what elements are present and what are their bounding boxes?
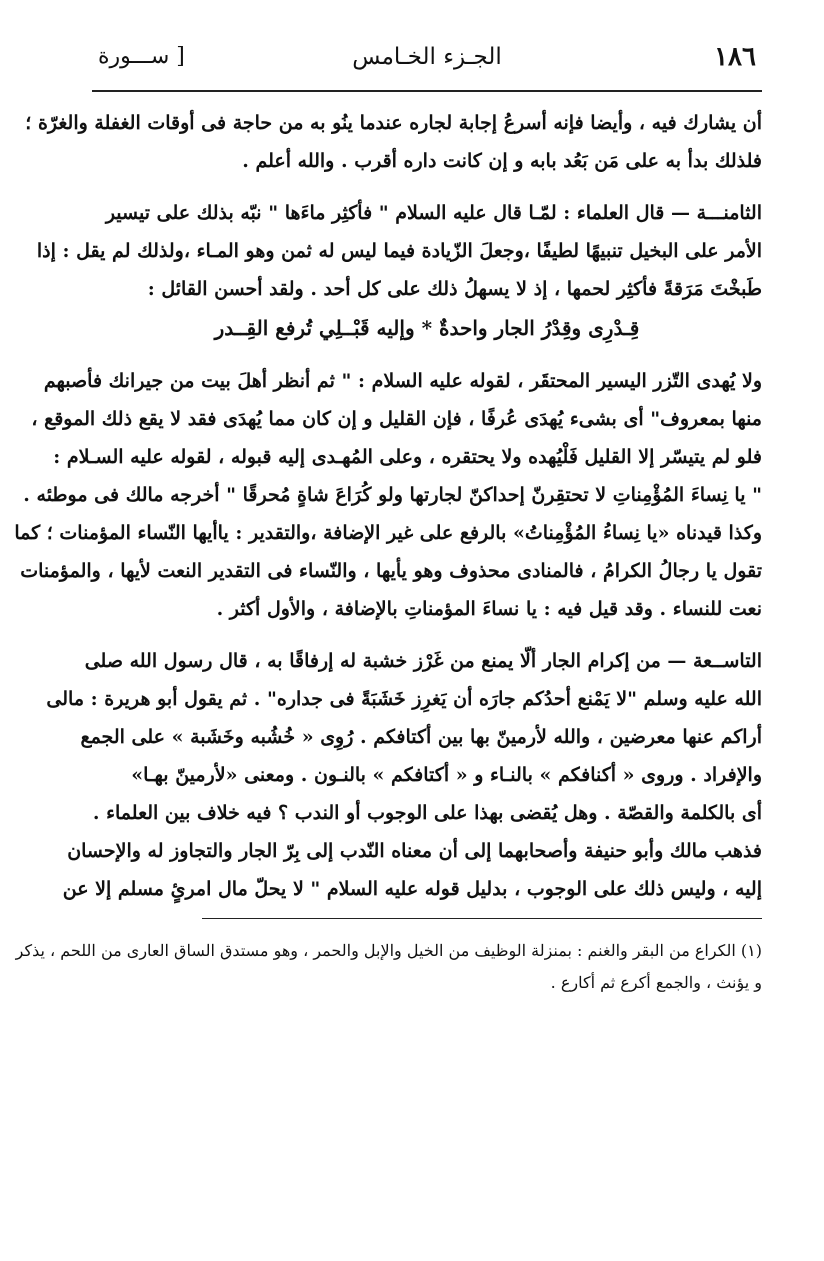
- paragraph-1: [25, 104, 762, 180]
- footnote-divider: [202, 918, 762, 919]
- text-line: التاســعة — من إكرام الجار ألّا يمنع من غَرْز خشبة له إرفاقًا به ، قال رسول الله صلى: [84, 650, 762, 672]
- text-line: طَبخْتَ مَرَقةً فأكثِر لحمها ، إذ لا يسهلُ ذلك على كل أحد . ولقد أحسن القائل :: [147, 278, 762, 300]
- surah-label: [ ســـورة: [98, 44, 185, 69]
- paragraph-2: [36, 194, 762, 308]
- paragraph-4: [46, 642, 762, 908]
- footnotes: [15, 927, 762, 999]
- footnote-line: و يؤنث ، والجمع أكرع ثم أكارع .: [550, 973, 762, 992]
- text-line: فذهب مالك وأبو حنيفة وأصحابهما إلى أن معناه النّدب إلى بِرّ الجار والتجاوز له والإحسان: [67, 840, 762, 862]
- text-line: أراكم عنها معرضين ، والله لأرمينّ بها بين أكتافكم . رُوِى « خُشُبه وخَشَبة » على الجمع: [80, 726, 762, 748]
- text-line: فلو لم يتيسّر إلا القليل فَلْيُهده ولا يحتقره ، وعلى المُهـدى إليه قبوله ، لقوله عليه السـلام :: [53, 446, 762, 468]
- page-header: [92, 38, 762, 92]
- text-line: فلذلك بدأ به على مَن بَعُد بابه و إن كانت داره أقرب . والله أعلم .: [242, 150, 762, 172]
- page-number: ١٨٦: [714, 42, 756, 72]
- text-line: وكذا قيدناه «يا نِساءُ المُؤْمِناتُ» بالرفع على غير الإضافة ،والتقدير : ياأيها النّساء المؤمنات ؛ كما: [14, 522, 762, 544]
- text-line: إليه ، وليس ذلك على الوجوب ، بدليل قوله عليه السلام " لا يحلّ مال امرئٍ مسلم إلا عن: [62, 878, 762, 900]
- verse-line: قِـدْرِى وقِدْرُ الجار واحدةٌ * وإليه قَبْــلِي تُرفع القِــدر: [214, 316, 640, 340]
- text-line: والإفراد . وروى « أكنافكم » بالنـاء و « أكتافكم » بالنـون . ومعنى «لأرمينّ بهـا»: [131, 764, 762, 786]
- text-line: الأمر على البخيل تنبيهًا لطيفًا ،وجعلَ الزّيادة فيما ليس له ثمن وهو المـاء ،ولذلك لم يقل : إذا: [36, 240, 762, 262]
- text-line: منها بمعروف" أى بشىء يُهدَى عُرفًا ، فإن القليل و إن كان مما يُهدَى فقد لا يقع ذلك الموقع ،: [31, 408, 762, 430]
- text-line: نعت للنساء . وقد قيل فيه : يا نساءَ المؤمناتِ بالإضافة ، والأول أكثر .: [216, 598, 762, 620]
- text-line: الثامنـــة — قال العلماء : لمّـا قال عليه السلام " فأكثِر ماءَها " نبّه بذلك على تيسير: [105, 202, 762, 224]
- text-line: ولا يُهدى التّزر اليسير المحتقَر ، لقوله عليه السلام : " ثم أنظر أهلَ بيت من جيرانك فأصبهم: [43, 370, 762, 392]
- text-line: " يا نِساءَ المُؤْمِناتِ لا تحتقِرنّ إحداكنّ لجارتها ولو كُرَاعَ شاةٍ مُحرقًا " أخرجه مالك فى موطئه .: [23, 484, 762, 506]
- paragraph-3: [14, 362, 762, 628]
- text-line: أى بالكلمة والقصّة . وهل يُقضى بهذا على الوجوب أو الندب ؟ فيه خلاف بين العلماء .: [92, 802, 762, 824]
- text-line: تقول يا رجالُ الكرامُ ، فالمنادى محذوف وهو يأيها ، والنّساء فى التقدير النعت لأيها ، والمؤمنات: [20, 560, 762, 582]
- footnote-line: (١) الكراع من البقر والغنم : بمنزلة الوظيف من الخيل والإبل والحمر ، وهو مستدق الساق العارى من اللحم ، يذكر: [15, 941, 762, 960]
- text-line: أن يشارك فيه ، وأيضا فإنه أسرعُ إجابة لجاره عندما ينُو به من حاجة فى أوقات الغفلة والغرّة ؛: [25, 112, 762, 134]
- text-line: الله عليه وسلم "لا يَمْنع أحدُكم جارَه أن يَغرِز خَشَبَةً فى جداره" . ثم يقول أبو هريرة : مالى: [46, 688, 762, 710]
- running-title: الجـزء الخـامس: [352, 44, 502, 70]
- page-body: [14, 92, 762, 908]
